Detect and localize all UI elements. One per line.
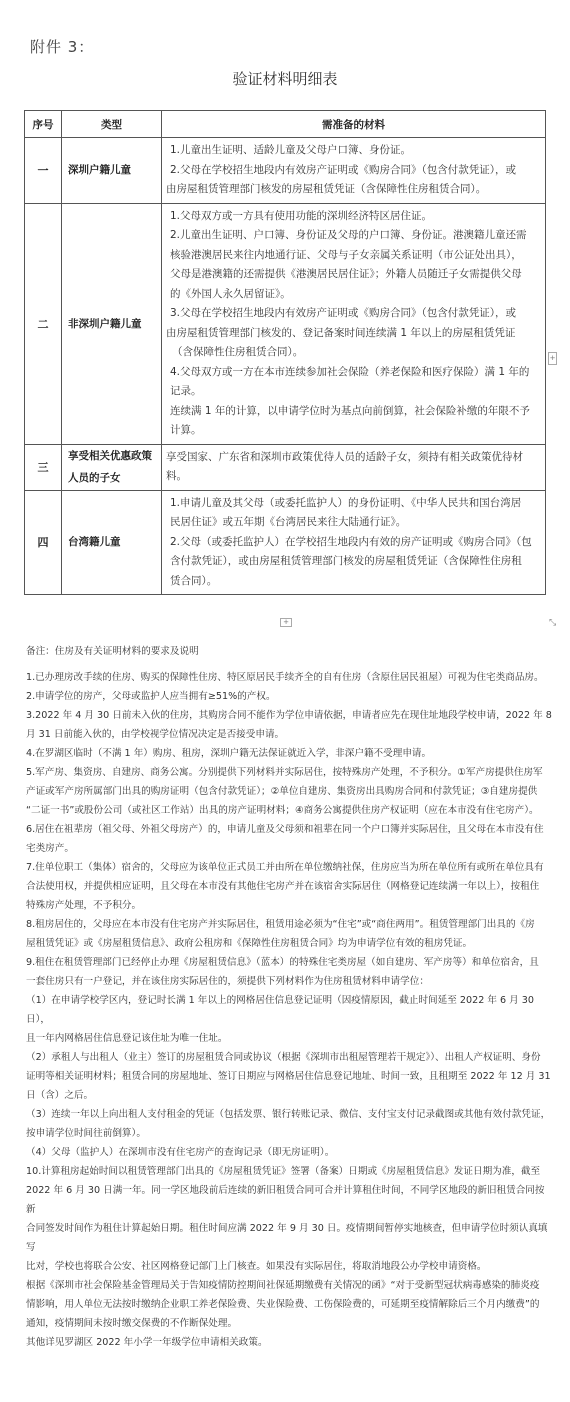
note-line: 合法使用权，并提供相应证明，且父母在本市没有其他住宅房产并在该宿舍实际居住（网格登记连续满一年以上），按租住 bbox=[26, 881, 540, 892]
table-row bbox=[25, 138, 546, 204]
table-row bbox=[25, 490, 546, 595]
note-line: 按申请学位时间往前倒算）。 bbox=[26, 1128, 146, 1139]
note-line: 6.居住在祖辈房（祖父母、外祖父母房产）的，申请儿童及父母须和祖辈在同一个户口簿并实际居住，且父母在本市没有住 bbox=[26, 824, 544, 835]
note-line: 其他详见罗湖区 2022 年小学一年级学位申请相关政策。 bbox=[26, 1337, 268, 1348]
material-line: 由房屋租赁管理部门核发的、登记备案时间连续满 1 年以上的房屋租赁凭证 bbox=[166, 326, 516, 339]
note-line: 10.计算租房起始时间以租赁管理部门出具的《房屋租赁凭证》签署（备案）日期或《房屋租赁信息》发证日期为准，截至 bbox=[26, 1166, 541, 1177]
header-type: 类型 bbox=[62, 111, 162, 138]
note-line: 证明等相关证明材料；租赁合同的房屋地址、签订日期应与网格居住信息登记地址、时间一致，且租期至 2022 年 12 月 31 bbox=[26, 1071, 551, 1082]
material-line: 赁合同）。 bbox=[170, 574, 218, 587]
table-row bbox=[25, 203, 546, 444]
note-line: 比对，学校也将联合公安、社区网格登记部门上门核查。如果没有实际居住，将取消地段公办学校申请资格。 bbox=[26, 1261, 487, 1272]
note-line: 宅类房产。 bbox=[26, 843, 74, 854]
material-line: 由房屋租赁管理部门核发的房屋租赁凭证（含保障性住房租赁合同）。 bbox=[166, 183, 487, 195]
material-line: 记录。 bbox=[170, 385, 202, 397]
row-type: 深圳户籍儿童 bbox=[62, 138, 162, 204]
row-materials bbox=[162, 138, 546, 204]
table-header-row bbox=[25, 111, 546, 138]
note-line: 合同签发时间作为租住计算起始日期。租住时间应满 2022 年 9 月 30 日。疫情期间暂停实地核查，但申请学位时须认真填写 bbox=[26, 1223, 548, 1253]
row-number: 二 bbox=[25, 203, 62, 444]
note-line: 情影响，用人单位无法按时缴纳企业职工养老保险费、失业保险费、工伤保险费的，可延期至疫情解除后三个月内缴费”的 bbox=[26, 1299, 540, 1310]
note-line: 通知，疫情期间未按时缴交保费的不作断保处理。 bbox=[26, 1318, 238, 1329]
material-line: 的《外国人永久居留证》。 bbox=[170, 287, 291, 300]
table-resize-corner-icon[interactable]: ⤡ bbox=[549, 618, 557, 628]
row-type bbox=[62, 444, 162, 490]
note-line: 产证或军产房所属部门出具的购房证明（包含付款凭证）；②单位自建房、集资房出具购房合同和付款凭证；③自建房提供 bbox=[26, 786, 538, 797]
note-line: （3）连续一年以上向出租人支付租金的凭证（包括发票、银行转账记录、微信、支付宝支付记录截图或其他有效付款凭证， bbox=[26, 1109, 551, 1120]
row-materials bbox=[162, 444, 546, 490]
row-number: 三 bbox=[25, 444, 62, 490]
note-line: 月 31 日前能入伙的，由学校视学位情况决定是否接受申请。 bbox=[26, 729, 285, 740]
material-line: 民居住证》或五年期《台湾居民来往大陆通行证》。 bbox=[170, 516, 407, 528]
note-line: （1）在申请学校学区内，登记时长满 1 年以上的网格居住信息登记证明（因疫情原因，截止时间延至 2022 年 6 月 30 日）， bbox=[26, 995, 534, 1025]
material-line: 享受国家、广东省和深圳市政策优待人员的适龄子女，须持有相关政策优待材 bbox=[166, 450, 523, 463]
note-line: 特殊房产处理，不予积分。 bbox=[26, 900, 142, 911]
note-line: 5.军产房、集资房、自建房、商务公寓。分别提供下列材料并实际居住，按特殊房产处理，不予积分。①军产房提供住房军 bbox=[26, 767, 543, 778]
table-add-row-handle[interactable]: + bbox=[280, 618, 292, 627]
material-line: 1.申请儿童及其父母（或委托监护人）的身份证明、《中华人民共和国台湾居 bbox=[170, 496, 522, 509]
table-column-resize-handle[interactable]: + bbox=[548, 352, 557, 365]
material-line: 1.父母双方或一方具有使用功能的深圳经济特区居住证。 bbox=[170, 209, 433, 222]
material-line: 核验港澳居民来往内地通行证、父母与子女亲属关系证明（市公证处出具）， bbox=[170, 248, 522, 261]
row-materials bbox=[162, 490, 546, 595]
material-line: 2.父母（或委托监护人）在学校招生地段内有效的房产证明或《购房合同》（包 bbox=[170, 535, 532, 548]
header-materials: 需准备的材料 bbox=[162, 111, 546, 138]
note-line: 9.租住在租赁管理部门已经停止办理《房屋租赁信息》（蓝本）的特殊住宅类房屋（如自建房、军产房等）和单位宿舍，且 bbox=[26, 957, 539, 968]
note-line: 且一年内网格居住信息登记该住址为唯一住址。 bbox=[26, 1033, 228, 1044]
material-line: （含保障性住房租赁合同）。 bbox=[172, 346, 304, 358]
table-row bbox=[25, 444, 546, 490]
material-line: 4.父母双方或一方在本市连续参加社会保险（养老保险和医疗保险）满 1 年的 bbox=[170, 365, 530, 378]
note-line: 3.2022 年 4 月 30 日前未入伙的住房，其购房合同不能作为学位申请依据，申请者应先在现住址地段学校申请，2022 年 8 bbox=[26, 710, 552, 721]
notes-section bbox=[26, 642, 552, 1352]
material-line: 3.父母在学校招生地段内有效房产证明或《购房合同》（包含付款凭证），或 bbox=[170, 307, 517, 319]
note-line: 根据《深圳市社会保险基金管理局关于告知疫情防控期间社保延期缴费有关情况的函》“对于受新型冠状病毒感染的肺炎疫 bbox=[26, 1280, 540, 1291]
material-line: 2.父母在学校招生地段内有效房产证明或《购房合同》（包含付款凭证），或 bbox=[170, 163, 517, 176]
row-number: 一 bbox=[25, 138, 62, 204]
note-line: 1.已办理房改手续的住房、购买的保障性住房、特区原居民手续齐全的自有住房（含原住居民祖屋）可视为住宅类商品房。 bbox=[26, 672, 544, 683]
note-line: 一套住房只有一户登记，并在该住房实际居住的，须提供下列材料作为住房租赁材料申请学位： bbox=[26, 976, 429, 987]
attachment-label: 附件 3： bbox=[30, 38, 95, 56]
materials-table-wrapper bbox=[24, 110, 545, 595]
material-line: 连续满 1 年的计算，以申请学位时为基点向前倒算，社会保险补缴的年限不予 bbox=[170, 404, 530, 417]
materials-table bbox=[24, 110, 546, 595]
note-line: 2022 年 6 月 30 日满一年。同一学区地段前后连续的新旧租赁合同可合并计算租住时间，不同学区地段的新旧租赁合同按新 bbox=[26, 1185, 545, 1215]
document-title: 验证材料明细表 bbox=[232, 70, 338, 88]
material-line: 1.儿童出生证明、适龄儿童及父母户口簿、身份证。 bbox=[170, 144, 412, 156]
material-line: 含付款凭证），或由房屋租赁管理部门核发的房屋租赁凭证（含保障性住房租 bbox=[170, 555, 522, 567]
note-line: “二证一书”或股份公司（或社区工作站）出具的房产证明材料；④商务公寓提供住房产权证明（应在本市没有住宅房产）。 bbox=[26, 805, 539, 816]
row-number: 四 bbox=[25, 490, 62, 595]
note-line: 备注：住房及有关证明材料的要求及说明 bbox=[26, 646, 199, 657]
note-line: 4.在罗湖区临时（不满 1 年）购房、租房，深圳户籍无法保证就近入学，非深户籍不受理申请。 bbox=[26, 748, 432, 759]
material-line: 计算。 bbox=[170, 424, 202, 436]
row-type: 台湾籍儿童 bbox=[62, 490, 162, 595]
material-line: 料。 bbox=[166, 470, 187, 482]
note-line: 日（含）之后。 bbox=[26, 1090, 94, 1101]
row-type-line: 享受相关优惠政策 bbox=[68, 450, 152, 462]
material-line: 2.儿童出生证明、户口簿、身份证及父母的户口簿、身份证。港澳籍儿童还需 bbox=[170, 229, 527, 241]
row-type: 非深圳户籍儿童 bbox=[62, 203, 162, 444]
note-line: 2.申请学位的房产，父母或监护人应当拥有≥51%的产权。 bbox=[26, 691, 276, 702]
note-line: 屋租赁凭证》或《房屋租赁信息》、政府公租房和《保障性住房租赁合同》均为申请学位有效的租房凭证。 bbox=[26, 938, 473, 949]
material-line: 父母是港澳籍的还需提供《港澳居民居住证》；外籍人员随迁子女需提供父母 bbox=[170, 268, 522, 280]
row-type-line: 人员的子女 bbox=[68, 472, 121, 484]
note-line: 7.住单位职工（集体）宿舍的，父母应为该单位正式员工并由所在单位缴纳社保，住房应当为所在单位所有或所在单位具有 bbox=[26, 862, 544, 873]
note-line: （4）父母（监护人）在深圳市没有住宅房产的查询记录（即无房证明）。 bbox=[26, 1147, 335, 1158]
note-line: 8.租房居住的，父母应在本市没有住宅房产并实际居住，租赁用途必须为“住宅”或“商住两用”。租赁管理部门出具的《房 bbox=[26, 919, 535, 930]
header-number: 序号 bbox=[25, 111, 62, 138]
row-materials bbox=[162, 203, 546, 444]
note-line: （2）承租人与出租人（业主）签订的房屋租赁合同或协议（根据《深圳市出租屋管理若干规定》）、出租人产权证明、身份 bbox=[26, 1052, 541, 1063]
